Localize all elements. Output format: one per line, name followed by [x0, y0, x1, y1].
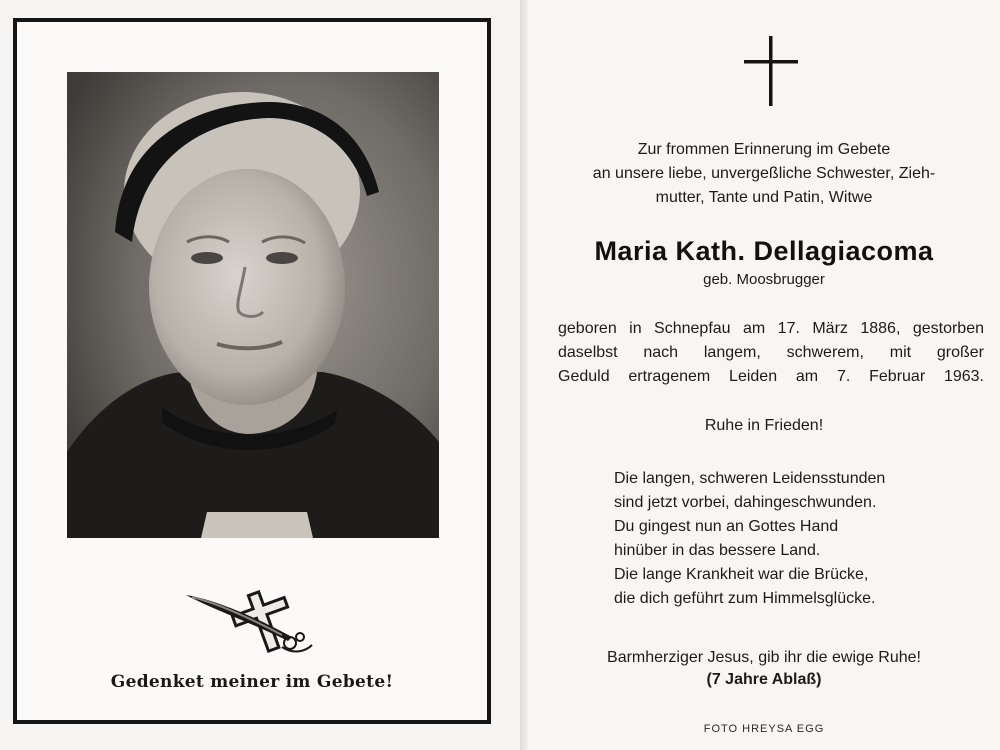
indulgence-note: (7 Jahre Ablaß) — [706, 671, 822, 688]
mourning-border-frame — [13, 18, 491, 724]
maiden-name: geb. Moosbrugger — [703, 271, 825, 288]
memorial-card-back — [528, 0, 1000, 750]
intro-line: an unsere liebe, unvergeßliche Schwester, Zieh- — [592, 165, 936, 182]
memorial-poem — [614, 467, 885, 611]
quill-and-cross-icon — [182, 585, 322, 657]
closing-prayer: Barmherziger Jesus, gib ihr die ewige Ruhe! — [607, 649, 921, 666]
portrait-photo — [67, 72, 439, 538]
poem-line: sind jetzt vorbei, dahingeschwunden. — [614, 494, 877, 511]
biography-line: daselbst nach langem, schwerem, mit großer — [558, 344, 984, 361]
biography-line: geboren in Schnepfau am 17. März 1886, gestorben — [558, 320, 984, 337]
rest-in-peace-line: Ruhe in Frieden! — [704, 417, 824, 434]
latin-cross-icon — [744, 36, 798, 106]
poem-line: Du gingest nun an Gottes Hand — [614, 518, 839, 535]
biography-line: Geduld ertragenem Leiden am 7. Februar 1963. — [558, 368, 984, 385]
biography-text — [558, 317, 984, 389]
poem-line: Die langen, schweren Leidensstunden — [614, 470, 886, 487]
memorial-caption: Gedenket meiner im Gebete! — [110, 672, 394, 692]
intro-line: mutter, Tante und Patin, Witwe — [655, 189, 873, 206]
poem-line: hinüber in das bessere Land. — [614, 542, 821, 559]
intro-line: Zur frommen Erinnerung im Gebete — [637, 141, 891, 158]
poem-line: Die lange Krankheit war die Brücke, — [614, 566, 869, 583]
poem-line: die dich geführt zum Himmelsglücke. — [614, 590, 876, 607]
deceased-name: Maria Kath. Dellagiacoma — [594, 236, 934, 266]
remembrance-intro — [528, 138, 1000, 210]
photographer-credit: FOTO HREYSA EGG — [703, 723, 825, 735]
